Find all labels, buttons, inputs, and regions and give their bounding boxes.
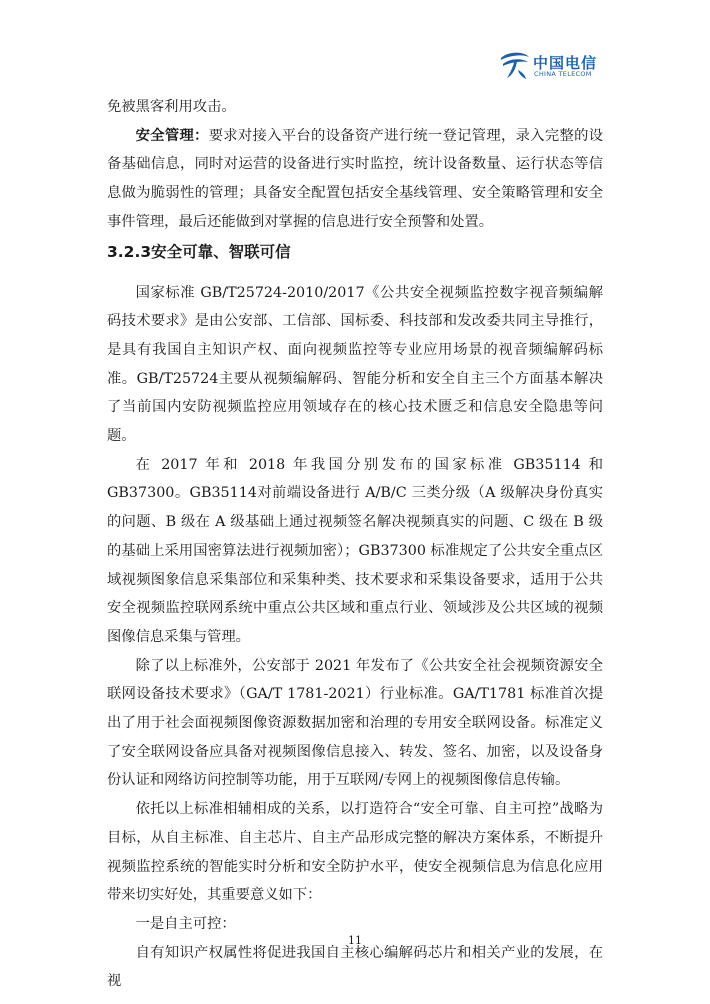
paragraph: 免被黑客利用攻击。 xyxy=(107,99,236,115)
document-body xyxy=(107,93,603,996)
page-number: 11 xyxy=(348,934,362,947)
paragraph: 依托以上标准相辅相成的关系，以打造符合“安全可靠、自主可控”战略为目标，从自主标准、自主芯片、自主产品形成完整的解决方案体系，不断提升视频监控系统的智能实时分析和安全防护水平，使安全视频信息为信息化应用带来切实好处，其重要意义如下： xyxy=(107,801,603,904)
section-heading: 3.2.3安全可靠、智联可信 xyxy=(107,242,291,261)
telecom-emblem-icon xyxy=(498,48,532,82)
paragraph: 自有知识产权属性将促进我国自主核心编解码芯片和相关产业的发展，在视 xyxy=(107,944,603,990)
paragraph: 一是自主可控： xyxy=(135,915,236,932)
china-telecom-logo xyxy=(498,48,618,82)
paragraph: 国家标准 GB/T25724-2010/2017《公共安全视频监控数字视音频编解码技术要求》是由公安部、工信部、国标委、科技部和发改委共同主导推行，是具有我国自主知识产权、面向视频监控等专业应用场景的视音频编解码标准。GB/T25724主要从视频编解码、智能分析和安全自主三个方面基本解决了当前国内安防视频监控应用领域存在的核心技术匮乏和信息安全隐患等问题。 xyxy=(107,284,603,445)
paragraph-security-management xyxy=(107,122,603,237)
logo-chinese-text: 中国电信 xyxy=(533,54,598,72)
paragraph: 在 2017 年和 2018 年我国分别发布的国家标准 GB35114 和 GB37300。GB35114对前端设备进行 A/B/C 三类分级（A 级解决身份真实的问题、B 级在 A 级基础上通过视频签名解决视频真实的问题、C 级在 B 级的基础上采用国密算法进行视频加密）；GB37300 标准规定了公共安全重点区域视频图象信息采集部位和采集种类、技术要求和采集设备要求，适用于公共安全视频监控联网系统中重点公共区域和重点行业、领域涉及公共区域的视频图像信息采集与管理。 xyxy=(107,456,603,645)
logo-english-text: CHINA TELECOM xyxy=(534,70,592,78)
paragraph-lead-label: 安全管理： xyxy=(135,127,209,144)
paragraph: 除了以上标准外，公安部于 2021 年发布了《公共安全社会视频资源安全联网设备技术要求》（GA/T 1781-2021）行业标准。GA/T1781 标准首次提出了用于社会面视频图像资源数据加密和治理的专用安全联网设备。标准定义了安全联网设备应具备对视频图像信息接入、转发、签名、加密，以及设备身份认证和网络访问控制等功能，用于互联网/专网上的视频图像信息传输。 xyxy=(107,657,603,789)
paragraph-text: 要求对接入平台的设备资产进行统一登记管理，录入完整的设备基础信息，同时对运营的设备进行实时监控，统计设备数量、运行状态等信息做为脆弱性的管理；具备安全配置包括安全基线管理、安全策略管理和安全事件管理，最后还能做到对掌握的信息进行安全预警和处置。 xyxy=(107,127,604,230)
